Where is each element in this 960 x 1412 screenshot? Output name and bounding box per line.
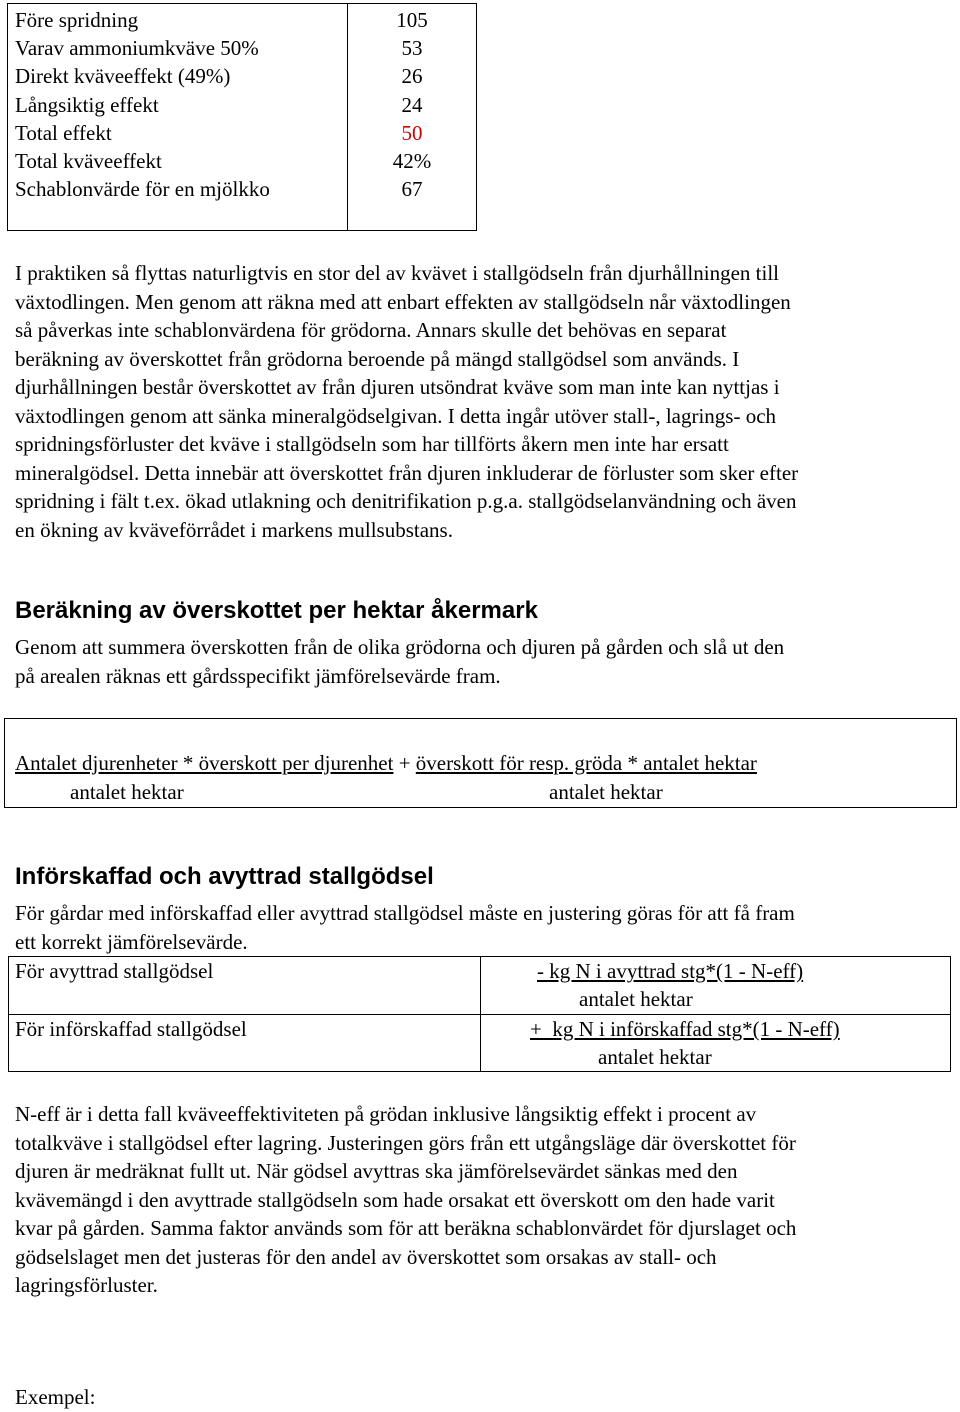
text-line: spridningsförluster det kväve i stallgödseln som har tillförts åkern men inte har ersatt — [15, 432, 729, 456]
text-line: totalkväve i stallgödsel efter lagring. Justeringen görs från ett utgångsläge där överskottet för — [15, 1130, 796, 1155]
formula-denominator-right: antalet hektar — [549, 780, 663, 804]
text-line: I praktiken så flyttas naturligtvis en stor del av kvävet i stallgödseln från djurhållningen till — [15, 261, 779, 285]
text-line: beräkning av överskottet från grödorna beroende på mängd stallgödsel som används. I — [15, 346, 740, 371]
example-label: Exempel: — [15, 1385, 96, 1409]
adj-row2-numerator: + kg N i införskaffad stg*(1 - N-eff) — [530, 1017, 840, 1041]
text-line: kvar på gården. Samma faktor används som för att beräkna schablonvärdet för djurslaget och — [15, 1216, 797, 1240]
text-line: ett korrekt jämförelsevärde. — [15, 929, 248, 954]
table-label: Schablonvärde för en mjölkko — [15, 177, 270, 202]
paragraph-practice — [15, 259, 950, 544]
formula-denominator-left: antalet hektar — [70, 780, 184, 804]
table-label: Långsiktig effekt — [15, 92, 159, 117]
text-line: djuren är medräknat fullt ut. När gödsel avyttras ska jämförelsevärdet sänkas med den — [15, 1159, 738, 1183]
table-label: Direkt kväveeffekt (49%) — [15, 64, 231, 89]
table-label: Före spridning — [15, 8, 139, 32]
formula-plus: + — [393, 751, 416, 775]
table-label: Total kväveeffekt — [15, 148, 162, 173]
table-value-column — [347, 6, 477, 203]
text-line: Genom att summera överskotten från de olika grödorna och djuren på gården och slå ut den — [15, 635, 785, 659]
section-heading: Införskaffad och avyttrad stallgödsel — [15, 863, 434, 890]
paragraph-summation — [15, 633, 950, 690]
text-line: lagringsförluster. — [15, 1273, 158, 1297]
table-value: 53 — [401, 36, 423, 61]
table-value-highlighted: 50 — [401, 120, 423, 145]
table-label-column — [15, 6, 270, 203]
adj-row2-denominator: antalet hektar — [598, 1045, 712, 1069]
adj-row1-numerator: - kg N i avyttrad stg*(1 - N-eff) — [537, 959, 804, 983]
formula-numerator — [15, 749, 757, 778]
table-label: Varav ammoniumkväve 50% — [15, 36, 259, 61]
text-line: en ökning av kväveförrådet i markens mullsubstans. — [15, 517, 453, 542]
text-line: mineralgödsel. Detta innebär att överskottet från djuren inkluderar de förluster som sker efter — [15, 460, 799, 485]
paragraph-adjustment — [15, 899, 950, 956]
text-line: växtodlingen. Men genom att räkna med att enbart effekten av stallgödseln når växtodlingen — [15, 289, 791, 314]
adj-row1-denominator: antalet hektar — [579, 987, 693, 1011]
table-value: 24 — [401, 92, 423, 117]
formula-term-crops: överskott för resp. gröda * antalet hektar — [415, 751, 757, 775]
text-line: kvävemängd i den avyttrade stallgödseln som hade orsakat ett överskott om den hade varit — [15, 1187, 775, 1212]
text-line: N-eff är i detta fall kväveeffektiviteten på grödan inklusive långsiktig effekt i procent av — [15, 1102, 757, 1126]
table-value: 67 — [401, 177, 423, 202]
table-label: Total effekt — [15, 120, 112, 145]
adj-row1-label: För avyttrad stallgödsel — [15, 959, 214, 983]
text-line: så påverkas inte schablonvärdena för grödorna. Annars skulle det behövas en separat — [15, 318, 727, 342]
table-value: 26 — [401, 64, 423, 89]
paragraph-neff — [15, 1100, 950, 1300]
text-line: på arealen räknas ett gårdsspecifikt jämförelsevärde fram. — [15, 663, 501, 688]
text-line: växtodlingen genom att sänka mineralgödselgivan. I detta ingår utöver stall-, lagrings- och — [15, 403, 777, 428]
adj-row2-label: För införskaffad stallgödsel — [15, 1017, 247, 1041]
text-line: För gårdar med införskaffad eller avyttrad stallgödsel måste en justering göras för att få fram — [15, 901, 795, 925]
formula-term-animals: Antalet djurenheter * överskott per djurenhet — [15, 751, 394, 775]
table-value: 105 — [396, 8, 428, 32]
text-line: spridning i fält t.ex. ökad utlakning och denitrifikation p.g.a. stallgödselanvändning och även — [15, 489, 797, 513]
text-line: gödselslaget men det justeras för den andel av överskottet som orsakas av stall- och — [15, 1244, 717, 1269]
table-value: 42% — [392, 148, 432, 173]
text-line: djurhållningen består överskottet av från djuren utsöndrat kväve som man inte kan nyttjas i — [15, 375, 780, 399]
section-heading: Beräkning av överskottet per hektar åkermark — [15, 597, 538, 624]
